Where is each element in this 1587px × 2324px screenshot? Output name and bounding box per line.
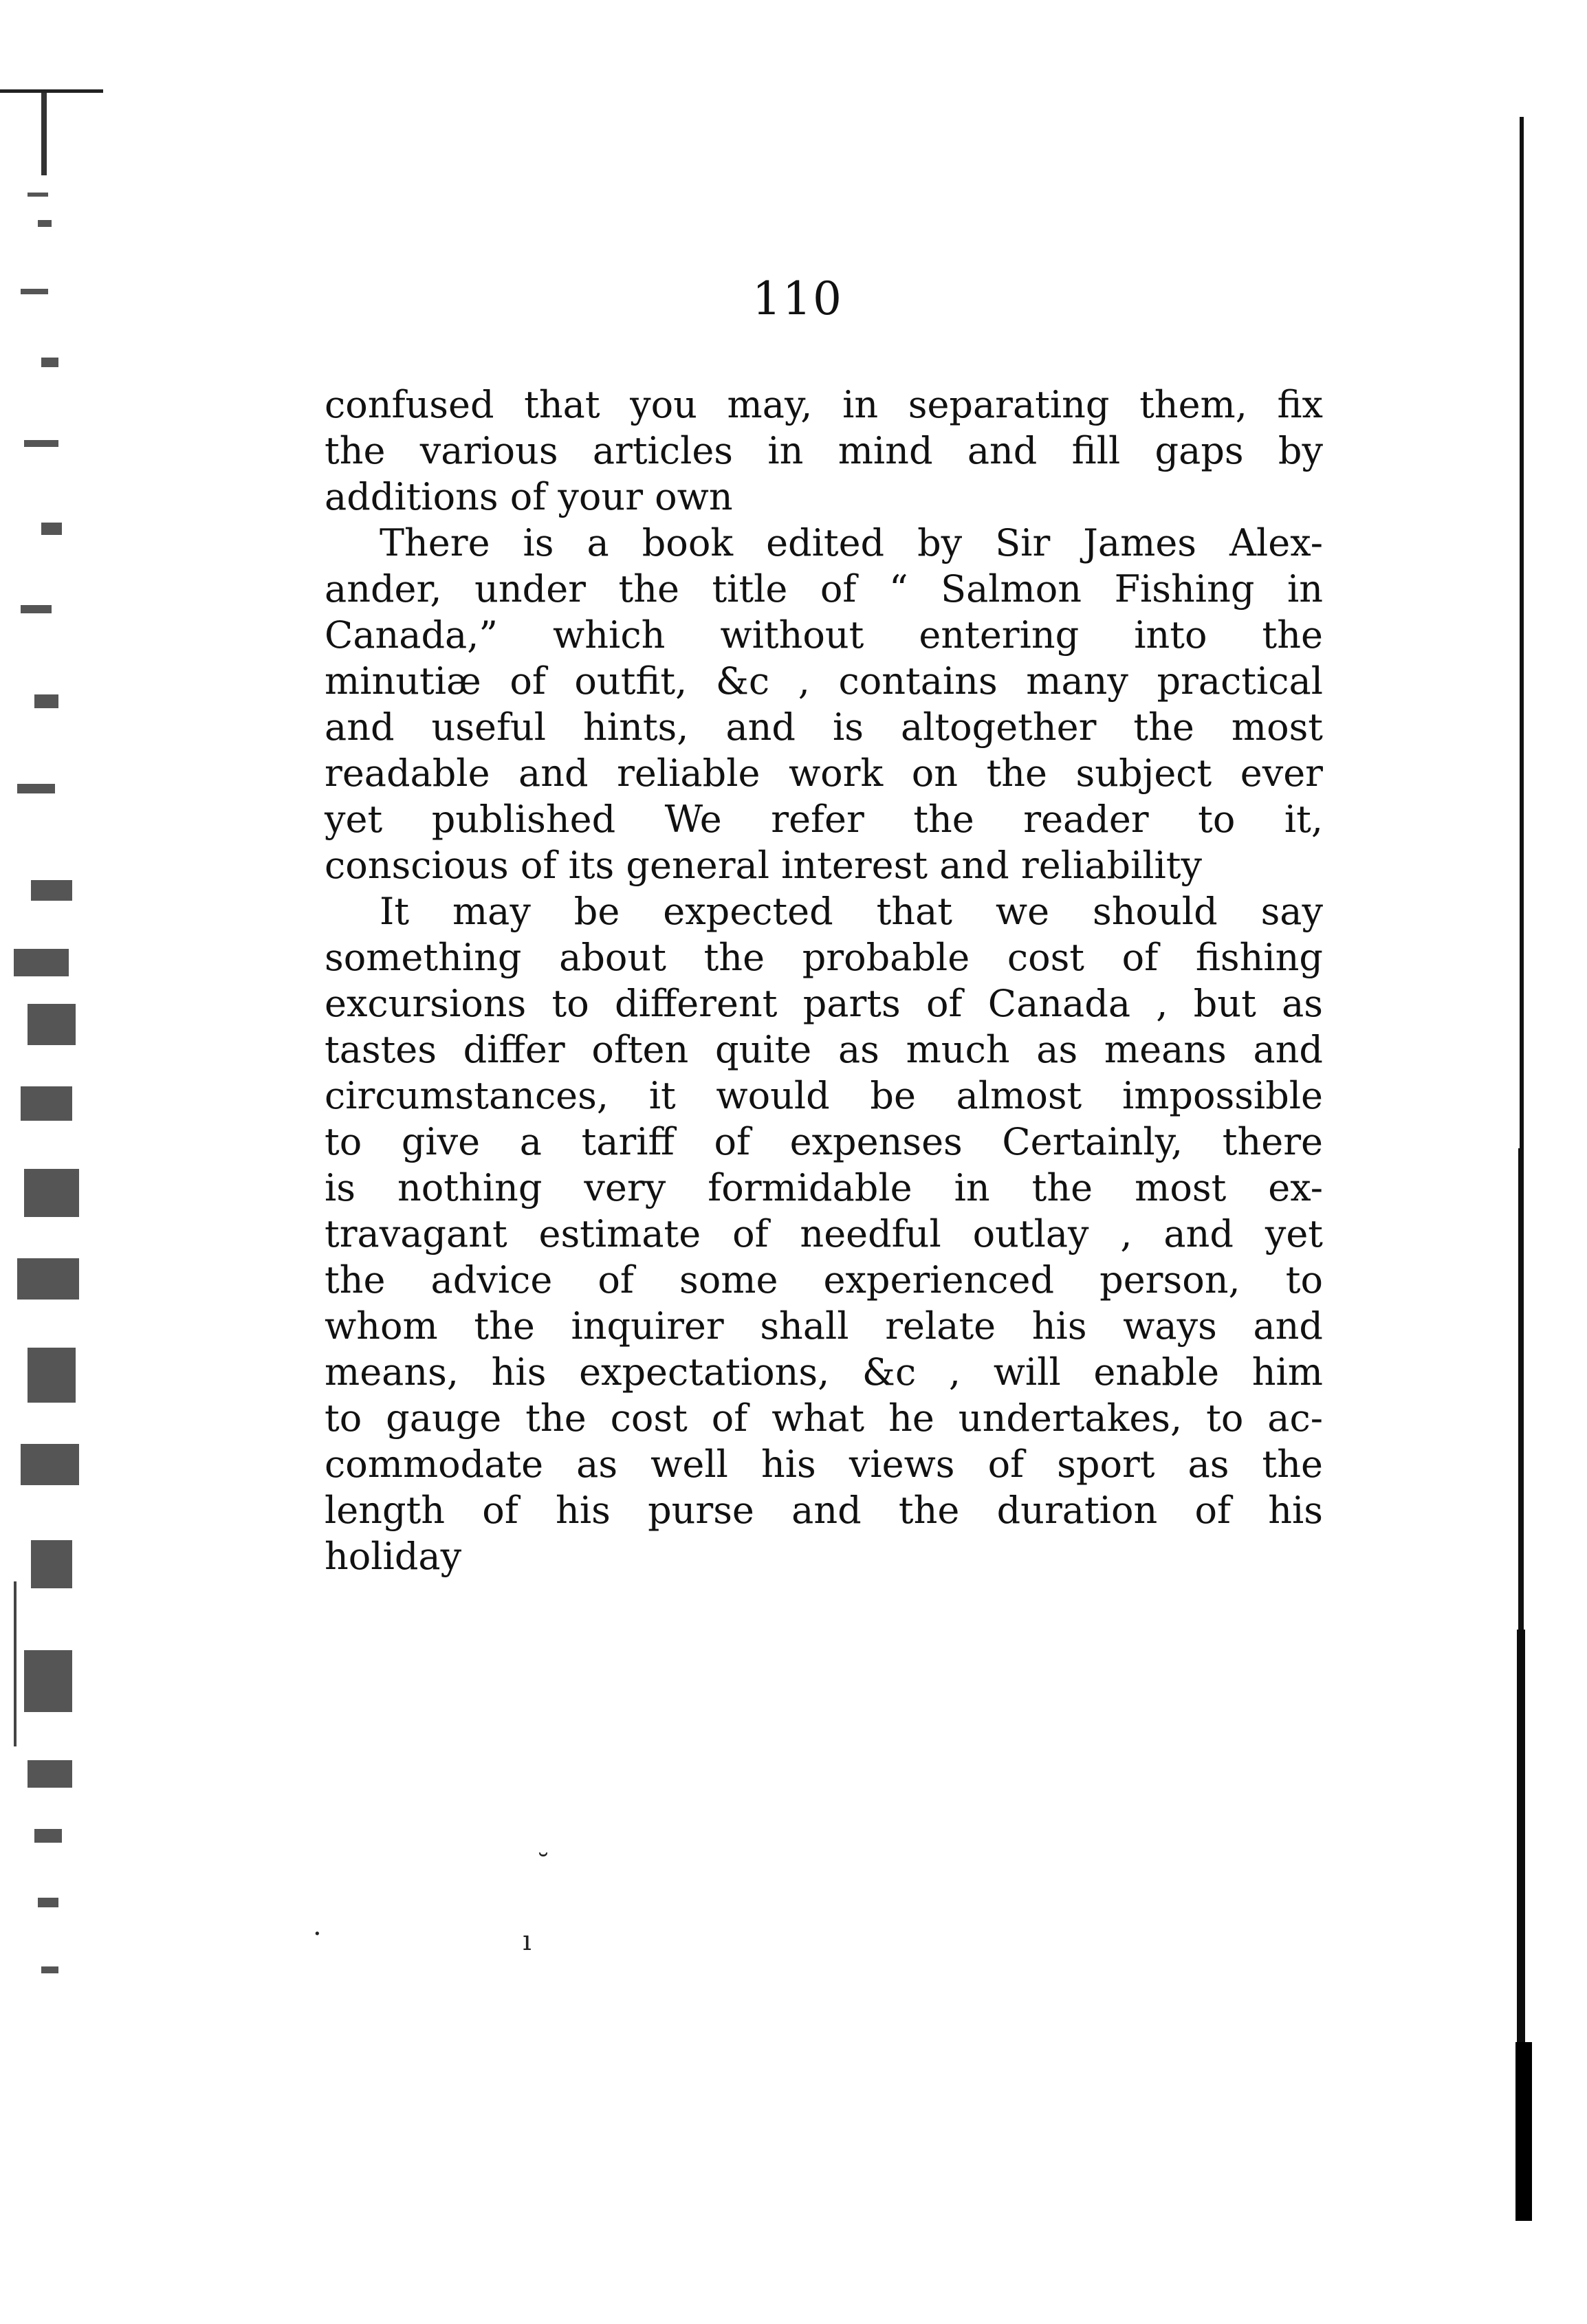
text-line: commodate as well his views of sport as the <box>325 1443 1323 1486</box>
text-line: to give a tariff of expenses Certainly, there <box>325 1120 1323 1163</box>
text-line: circumstances, it would be almost impossible <box>325 1074 1323 1117</box>
text-line: excursions to different parts of Canada , but as <box>325 982 1323 1025</box>
scan-speck: ˘ <box>536 1850 550 1881</box>
scan-edge-noise <box>0 0 117 2324</box>
text-line: holiday <box>325 1535 462 1578</box>
text-line: to gauge the cost of what he undertakes, to ac- <box>325 1396 1323 1440</box>
text-line: readable and reliable work on the subject ever <box>325 752 1323 795</box>
text-line: confused that you may, in separating them, fix <box>325 383 1323 426</box>
text-line: There is a book edited by Sir James Alex- <box>380 521 1323 564</box>
text-line: additions of your own <box>325 475 733 518</box>
text-line: travagant estimate of needful outlay , and yet <box>325 1212 1323 1256</box>
text-line: yet published We refer the reader to it, <box>325 798 1323 841</box>
body-text <box>325 382 1323 1579</box>
text-line: is nothing very formidable in the most ex- <box>325 1166 1323 1209</box>
text-line: minutiæ of outfit, &c , contains many practical <box>325 659 1323 703</box>
text-line: It may be expected that we should say <box>380 890 1323 933</box>
text-line: the various articles in mind and fill gaps by <box>325 429 1323 472</box>
text-line: the advice of some experienced person, to <box>325 1258 1323 1302</box>
text-line: and useful hints, and is altogether the most <box>325 705 1323 749</box>
scan-speck: · <box>313 1918 322 1950</box>
binding-edge-line <box>1506 117 1547 2221</box>
scan-speck: ı <box>523 1925 532 1957</box>
text-line: means, his expectations, &c , will enable him <box>325 1350 1323 1394</box>
text-line: ander, under the title of “ Salmon Fishing in <box>325 567 1323 611</box>
text-line: Canada,” which without entering into the <box>325 613 1323 657</box>
text-line: conscious of its general interest and reliability <box>325 844 1202 887</box>
text-line: tastes differ often quite as much as means and <box>325 1028 1323 1071</box>
text-line: length of his purse and the duration of his <box>325 1489 1323 1532</box>
page-number: 110 <box>752 272 843 325</box>
text-line: whom the inquirer shall relate his ways and <box>325 1304 1323 1348</box>
text-line: something about the probable cost of fishing <box>325 936 1323 979</box>
